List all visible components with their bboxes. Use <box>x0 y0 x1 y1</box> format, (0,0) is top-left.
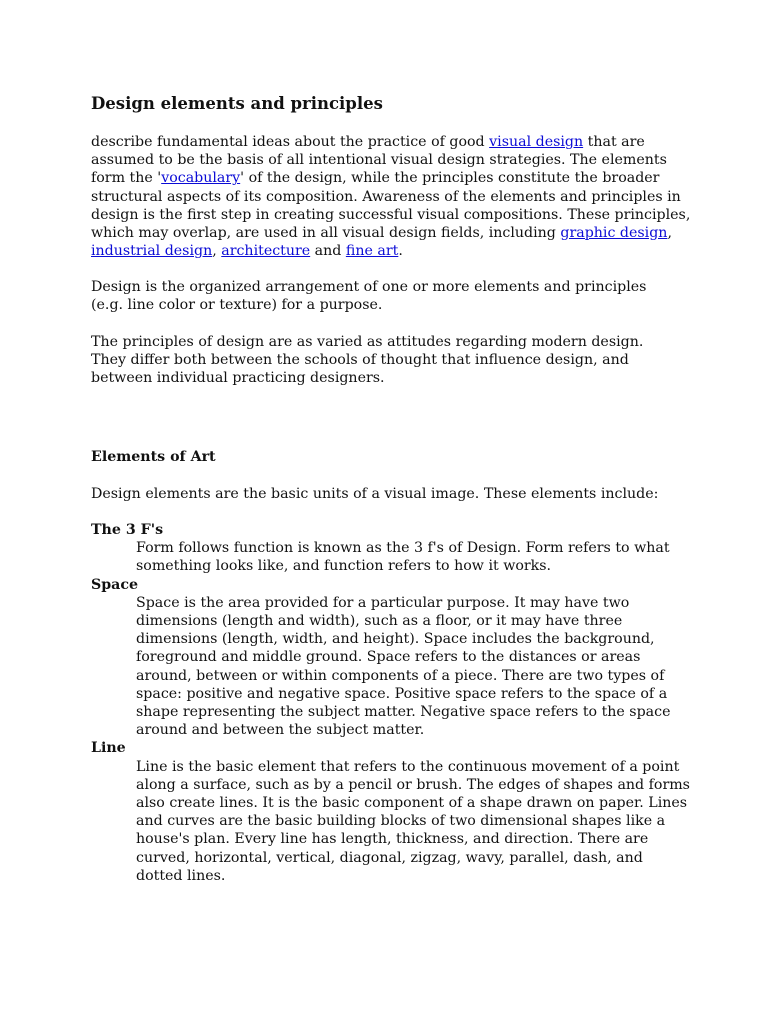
paragraph-organized-arrangement: Design is the organized arrangement of one or more elements and principles (e.g. line color or texture) for a purpose. <box>91 279 647 314</box>
term-space: Space <box>91 576 139 593</box>
intro-paragraph <box>91 133 691 260</box>
paragraph-principles-vary: The principles of design are as varied as attitudes regarding modern design. They differ both between the schools of thought that influence design, and between individual practicing designers. <box>91 334 644 387</box>
link-architecture[interactable]: architecture <box>221 243 311 260</box>
intro-text-5: . <box>398 243 403 260</box>
definition-list <box>91 521 691 885</box>
intro-text-2: that are assumed to be the basis of all intentional visual design strategies. The elements form the ' <box>91 134 667 187</box>
intro-text-3: ' of the design, while the principles constitute the broader structural aspects of its composition. Awareness of the elements and principles in design is the first step in creating successful visual compositions. These principles, which may overlap, are used in all visual design fields, including <box>91 170 691 242</box>
elements-intro: Design elements are the basic units of a visual image. These elements include: <box>91 486 659 502</box>
term-three-fs: The 3 F's <box>91 522 164 538</box>
link-vocabulary[interactable]: vocabulary <box>161 170 241 187</box>
definition-three-fs: Form follows function is known as the 3 f's of Design. Form refers to what something looks like, and function refers to how it works. <box>136 540 670 575</box>
section-heading-elements-of-art: Elements of Art <box>91 449 216 465</box>
page-title: Design elements and principles <box>91 94 383 113</box>
link-industrial-design[interactable]: industrial design <box>91 243 213 260</box>
link-graphic-design[interactable]: graphic design <box>560 225 668 242</box>
intro-separator-2: , <box>212 243 222 260</box>
link-fine-art[interactable]: fine art <box>345 243 399 260</box>
link-visual-design[interactable]: visual design <box>489 134 584 150</box>
intro-separator-1: , <box>667 225 672 242</box>
definition-space: Space is the area provided for a particular purpose. It may have two dimensions (length and width), such as a floor, or it may have three dimensions (length, width, and height). Space includes the background, foreground and middle ground. Space refers to the distances or areas around, between or within components of a piece. There are two types of space: positive and negative space. Positive space refers to the space of a shape representing the subject matter. Negative space refers to the space around and between the subject matter. <box>136 594 671 739</box>
intro-text-1: describe fundamental ideas about the practice of good <box>91 134 490 150</box>
term-line: Line <box>91 740 126 757</box>
intro-text-4: and <box>310 243 346 260</box>
definition-line: Line is the basic element that refers to the continuous movement of a point along a surface, such as by a pencil or brush. The edges of shapes and forms also create lines. It is the basic component of a shape drawn on paper. Lines and curves are the basic building blocks of two dimensional shapes like a house's plan. Every line has length, thickness, and direction. There are curved, horizontal, vertical, diagonal, zigzag, wavy, parallel, dash, and dotted lines. <box>136 758 690 884</box>
